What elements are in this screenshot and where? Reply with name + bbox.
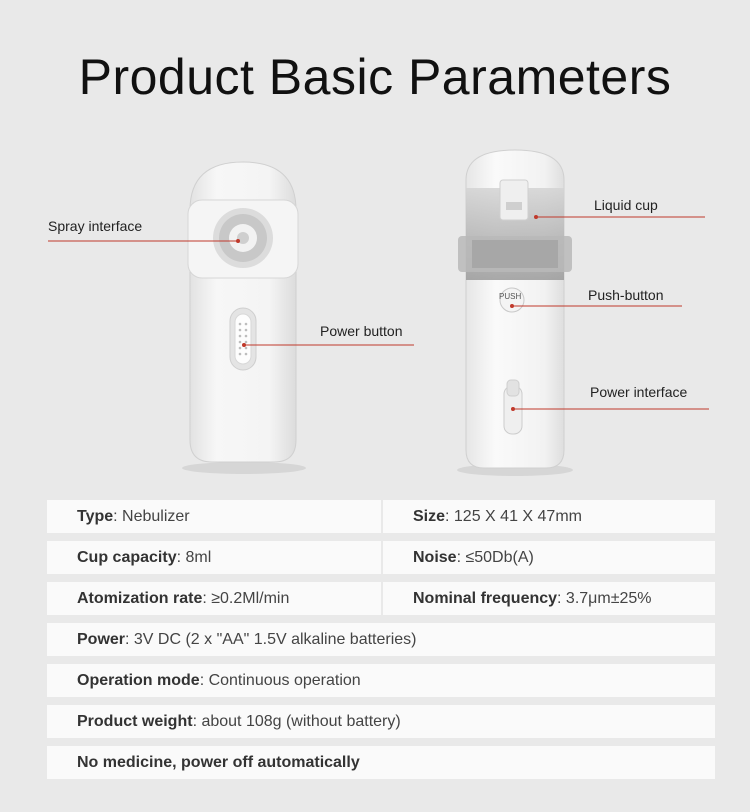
specs-table: [47, 500, 715, 787]
spec-noise: [381, 541, 715, 574]
spec-key: Noise: [413, 548, 457, 566]
nebulizer-devices-image: [0, 140, 750, 490]
power-interface-label: Power interface: [590, 384, 688, 400]
spec-size: [381, 500, 715, 533]
spec-row: [47, 582, 715, 615]
spec-power: [47, 623, 715, 656]
spec-value: : ≥0.2Ml/min: [202, 589, 290, 607]
spec-nominal-frequency: [381, 582, 715, 615]
spec-key: No medicine, power off automatically: [77, 753, 360, 771]
spec-type: [47, 500, 381, 533]
spec-row: [47, 500, 715, 533]
device-back-view: [457, 150, 573, 476]
spec-key: Nominal frequency: [413, 589, 558, 607]
spec-key: Cup capacity: [77, 548, 177, 566]
spec-key: Type: [77, 507, 114, 525]
spec-operation-mode: [47, 664, 715, 697]
push-button-label: Push-button: [588, 287, 664, 303]
spec-atomization-rate: [47, 582, 381, 615]
liquid-cup-label: Liquid cup: [594, 197, 658, 213]
spec-value: : 3.7μm±25%: [557, 589, 652, 607]
spec-value: : about 108g (without battery): [192, 712, 401, 730]
spec-auto-power-off: [47, 746, 715, 779]
power-button-label: Power button: [320, 323, 403, 339]
spec-cup-capacity: [47, 541, 381, 574]
product-illustration: [0, 140, 750, 490]
push-label: PUSH: [499, 292, 522, 301]
spec-value: : ≤50Db(A): [456, 548, 534, 566]
spec-key: Power: [77, 630, 126, 648]
page-title: Product Basic Parameters: [78, 49, 672, 105]
spec-value: : 3V DC (2 x "AA" 1.5V alkaline batteries): [125, 630, 417, 648]
spec-value: : 125 X 41 X 47mm: [445, 507, 582, 525]
device-front-view: [182, 162, 306, 474]
spec-key: Product weight: [77, 712, 193, 730]
spec-value: : Continuous operation: [199, 671, 361, 689]
spec-key: Size: [413, 507, 446, 525]
spec-value: : Nebulizer: [113, 507, 190, 525]
spec-row: [47, 541, 715, 574]
spec-product-weight: [47, 705, 715, 738]
spec-value: : 8ml: [176, 548, 212, 566]
spec-key: Atomization rate: [77, 589, 203, 607]
spray-interface-label: Spray interface: [48, 218, 143, 234]
spec-key: Operation mode: [77, 671, 200, 689]
